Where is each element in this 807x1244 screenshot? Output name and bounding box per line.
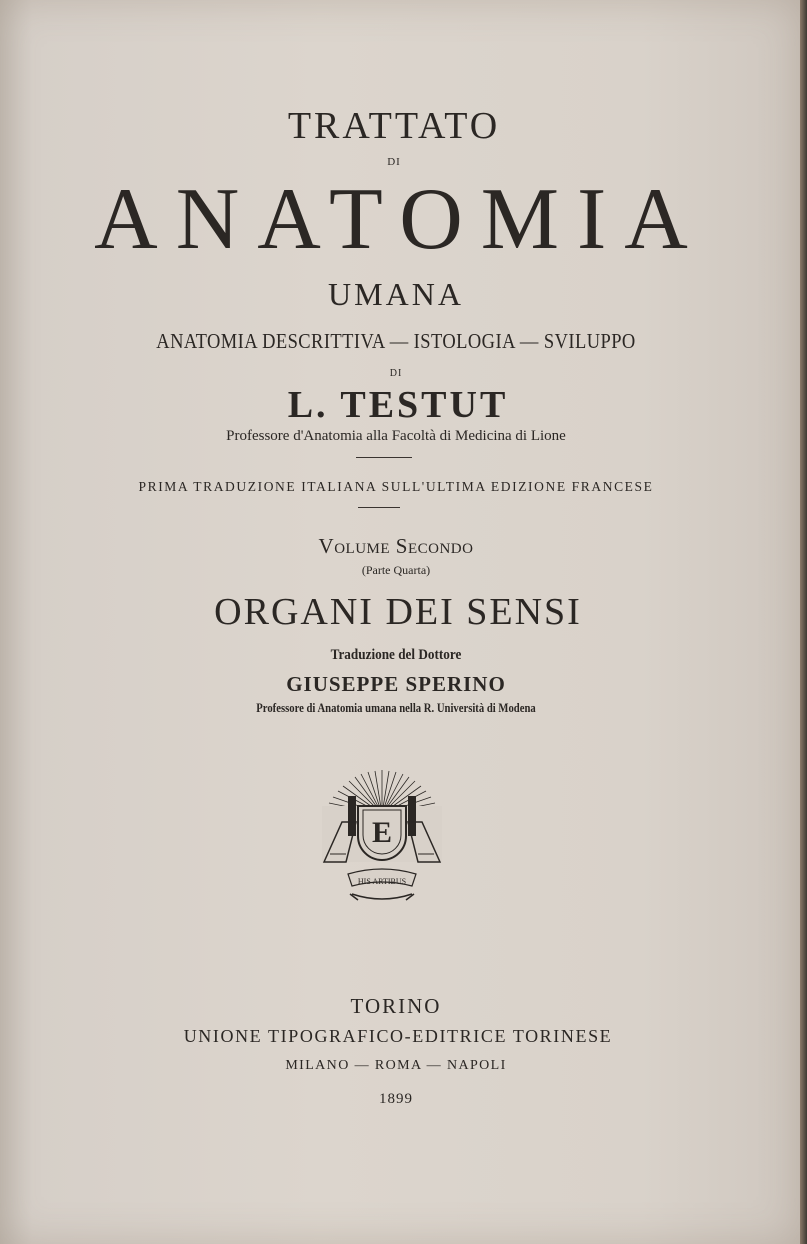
author-di: DI (389, 368, 403, 379)
author-name: L. TESTUT (287, 384, 509, 426)
divider-rule (358, 507, 400, 508)
title-trattato: TRATTATO (287, 105, 501, 147)
imprint-city: TORINO (350, 994, 442, 1018)
translator-intro: Traduzione del Dottore (330, 647, 462, 663)
imprint-publisher: UNIONE TIPOGRAFICO-EDITRICE TORINESE (183, 1026, 613, 1046)
subtitle: ANATOMIA DESCRITTIVA — ISTOLOGIA — SVILUPPO (156, 329, 636, 353)
title-di: DI (387, 156, 401, 168)
svg-text:E: E (371, 816, 393, 849)
translator-name: GIUSEPPE SPERINO (286, 672, 506, 696)
volume-part: (Parte Quarta) (361, 563, 431, 577)
volume-label: Volume Secondo (318, 534, 474, 558)
imprint-year: 1899 (379, 1091, 413, 1107)
author-affiliation: Professore d'Anatomia alla Facoltà di Medicina di Lione (226, 428, 566, 444)
divider-rule (356, 457, 412, 458)
title-umana: UMANA (328, 276, 464, 312)
page-edge (800, 0, 807, 1244)
imprint-branches: MILANO — ROMA — NAPOLI (285, 1058, 507, 1073)
edition-note: PRIMA TRADUZIONE ITALIANA SULL'ULTIMA EDIZIONE FRANCESE (138, 479, 654, 494)
volume-subject: ORGANI DEI SENSI (214, 591, 582, 633)
translator-affiliation: Professore di Anatomia umana nella R. Università di Modena (256, 700, 536, 715)
publisher-emblem-icon (318, 766, 446, 906)
emblem-motto: HIS ARTIBUS (357, 877, 407, 886)
title-anatomia: ANATOMIA (94, 171, 706, 268)
